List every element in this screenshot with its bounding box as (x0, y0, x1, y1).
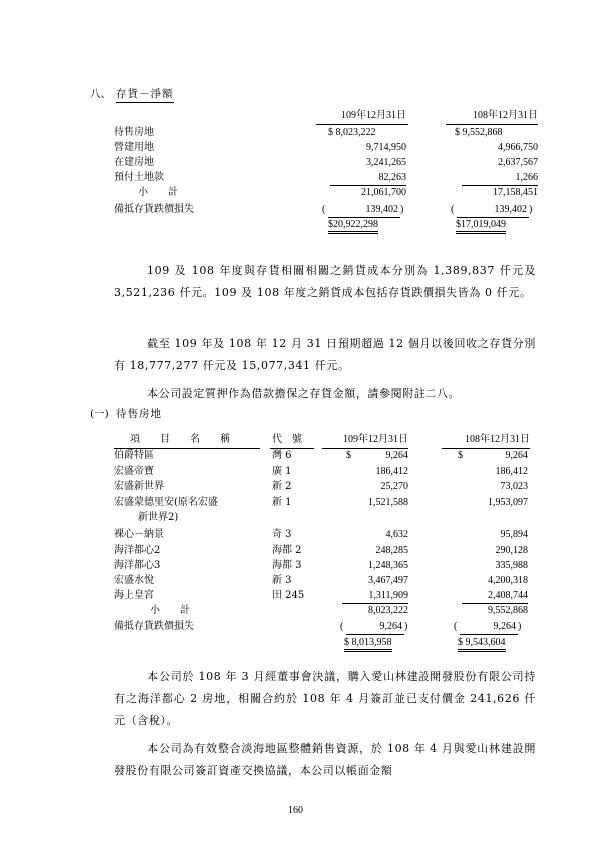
prop-name-4-cont: 新世界2) (138, 512, 179, 523)
paragraph-recovery: 截至 109 年及 108 年 12 月 31 日預期超過 12 個月以後回收之存貨分別有 18,777,277 仟元及 15,077,341 仟元。 (114, 337, 536, 372)
prop-v2-3: 73,023 (500, 481, 528, 492)
page-number: 160 (288, 805, 303, 816)
section-number: 八、 (90, 88, 111, 100)
prop-v1-11-open: ( (340, 621, 344, 632)
prop-name-1: 伯爵特區 (114, 450, 154, 461)
prop-name-2: 宏盛帝寶 (114, 466, 154, 477)
prop-code-5: 奇 3 (272, 529, 292, 540)
prop-name-9: 海上皇宮 (114, 590, 154, 601)
prop-v2-9: 2,408,744 (488, 590, 528, 601)
prop-v1-7: 1,248,365 (368, 560, 408, 571)
prop-code-9: 田 245 (272, 590, 305, 601)
prop-header-rule-c1 (322, 448, 408, 449)
prop-v2-7: 335,988 (495, 560, 528, 571)
prop-code-6: 海都 2 (272, 545, 302, 556)
prop-v2-5: 95,894 (500, 529, 528, 540)
paragraph-pledge: 本公司設定質押作為借款擔保之存貨金額，請參閱附註二八。 (147, 387, 461, 400)
prop-header-rule-item (114, 448, 260, 449)
prop-v2-11-close: ) (518, 621, 522, 632)
inv-label-5: 小 計 (138, 187, 178, 198)
inv-v1-3: 3,241,265 (366, 157, 406, 168)
inv-col2-header-rule (446, 124, 538, 125)
prop-v2-11: 9,264 (493, 621, 516, 632)
prop-subtotal-rule-2 (462, 603, 528, 604)
prop-v2-11-open: ( (454, 621, 458, 632)
prop-allow-rule-2 (460, 634, 518, 635)
prop-v2-2: 186,412 (495, 466, 528, 477)
inv-allow-rule-2 (457, 217, 529, 218)
inv-subtotal-rule-2 (462, 185, 538, 186)
prop-code-1: 灣 6 (272, 450, 292, 461)
inv-v1-5: 21,061,700 (361, 187, 406, 198)
prop-name-3: 宏盛新世界 (114, 481, 164, 492)
prop-total-1: $ 8,013,958 (344, 637, 392, 652)
prop-v1-5: 4,632 (385, 529, 408, 540)
prop-v1-6: 248,285 (375, 545, 408, 556)
inv-label-2: 營建用地 (114, 142, 154, 153)
sub-heading-title: 待售房地 (116, 408, 162, 420)
inv-v2-6-close: ) (529, 204, 533, 215)
prop-v2-1: 9,264 (505, 450, 528, 461)
prop-name-4: 宏盛蒙德里安(原名宏盛 (114, 497, 218, 508)
prop-header-item: 項 目 名 稱 (130, 434, 230, 445)
prop-v2-10: 9,552,868 (488, 605, 528, 616)
section-title: 存貨－淨額 (116, 88, 174, 103)
prop-code-2: 廣 1 (272, 466, 292, 477)
prop-v1-2: 186,412 (375, 466, 408, 477)
prop-v1-11-close: ) (404, 621, 408, 632)
prop-dollar-1b: $ (458, 450, 463, 461)
prop-name-5: 裸心－納景 (114, 529, 164, 540)
prop-name-6: 海洋都心2 (114, 545, 161, 556)
inv-allow-rule-1 (328, 217, 400, 218)
inv-total-1: $20,922,298 (328, 219, 378, 234)
prop-header-c1: 109年12月31日 (343, 434, 408, 445)
inv-v1-6-open: ( (322, 204, 326, 215)
prop-header-code: 代 號 (272, 434, 302, 445)
prop-name-7: 海洋都心3 (114, 560, 161, 571)
inv-label-6: 備抵存貨跌價損失 (114, 204, 194, 215)
prop-v1-10: 8,023,222 (368, 605, 408, 616)
inv-v2-6-open: ( (451, 204, 455, 215)
prop-v1-1: 9,264 (385, 450, 408, 461)
inv-v2-5: 17,158,451 (493, 187, 538, 198)
prop-v1-9: 1,311,909 (368, 590, 408, 601)
inv-col1-header-rule (316, 124, 408, 125)
prop-allow-rule-1 (346, 634, 404, 635)
paragraph-cost-of-sales: 109 及 108 年度與存貨相關相關之銷貨成本分別為 1,389,837 仟元及 3,521,236 仟元。109 及 108 年度之銷貨成本包括存貨跌價損失皆為 0 仟元。 (114, 264, 536, 299)
prop-v1-3: 25,270 (380, 481, 408, 492)
paragraph-board-resolution: 本公司於 108 年 3 月經董事會決議，購入愛山林建設開發股份有限公司持有之海洋都心 2 房地，相關合約於 108 年 4 月簽訂並已支付價金 241,626 仟元（含稅）。 (114, 670, 536, 727)
inv-v1-1: $ 8,023,222 (328, 127, 376, 138)
prop-name-8: 宏盛水悅 (114, 575, 154, 586)
prop-code-7: 海都 3 (272, 560, 302, 571)
prop-code-3: 新 2 (272, 481, 292, 492)
prop-v2-8: 4,200,318 (488, 575, 528, 586)
prop-code-4: 新 1 (272, 497, 292, 508)
prop-header-c2: 108年12月31日 (465, 434, 530, 445)
prop-v2-6: 290,128 (495, 545, 528, 556)
inv-label-1: 待售房地 (114, 127, 154, 138)
prop-subtotal-rule-1 (342, 603, 408, 604)
prop-total-2: $ 9,543,604 (458, 637, 506, 652)
prop-name-10: 小 計 (150, 605, 190, 616)
inv-total-2: $17,019,049 (456, 219, 506, 234)
inv-v2-1: $ 9,552,868 (455, 127, 503, 138)
prop-header-rule-code (270, 448, 314, 449)
prop-name-11: 備抵存貨跌價損失 (114, 621, 194, 632)
inv-v2-4: 1,266 (515, 172, 538, 183)
inv-v1-6-close: ) (400, 204, 404, 215)
inv-col2-header: 108年12月31日 (473, 110, 538, 121)
inv-v1-4: 82,263 (378, 172, 406, 183)
prop-header-rule-c2 (442, 448, 530, 449)
inv-v2-2: 4,966,750 (498, 142, 538, 153)
prop-v1-4: 1,521,588 (368, 497, 408, 508)
prop-dollar-1a: $ (346, 450, 351, 461)
prop-v2-4: 1,953,097 (488, 497, 528, 508)
inv-label-4: 預付土地款 (114, 172, 164, 183)
inv-v1-2: 9,714,950 (366, 142, 406, 153)
inv-col1-header: 109年12月31日 (341, 110, 406, 121)
paragraph-asset-exchange: 本公司為有效整合淡海地區整體銷售資源，於 108 年 4 月與愛山林建設開發股份有限公司簽訂資產交換協議，本公司以帳面金額 (114, 742, 536, 777)
inv-label-3: 在建房地 (114, 157, 154, 168)
inv-subtotal-rule-1 (330, 185, 406, 186)
inv-v2-6: 139,402 (494, 204, 527, 215)
prop-code-8: 新 3 (272, 575, 292, 586)
inv-v1-6: 139,402 (365, 204, 398, 215)
inv-v2-3: 2,637,567 (498, 157, 538, 168)
prop-v1-8: 3,467,497 (368, 575, 408, 586)
prop-v1-11: 9,264 (379, 621, 402, 632)
sub-heading-number: (一) (90, 408, 109, 420)
